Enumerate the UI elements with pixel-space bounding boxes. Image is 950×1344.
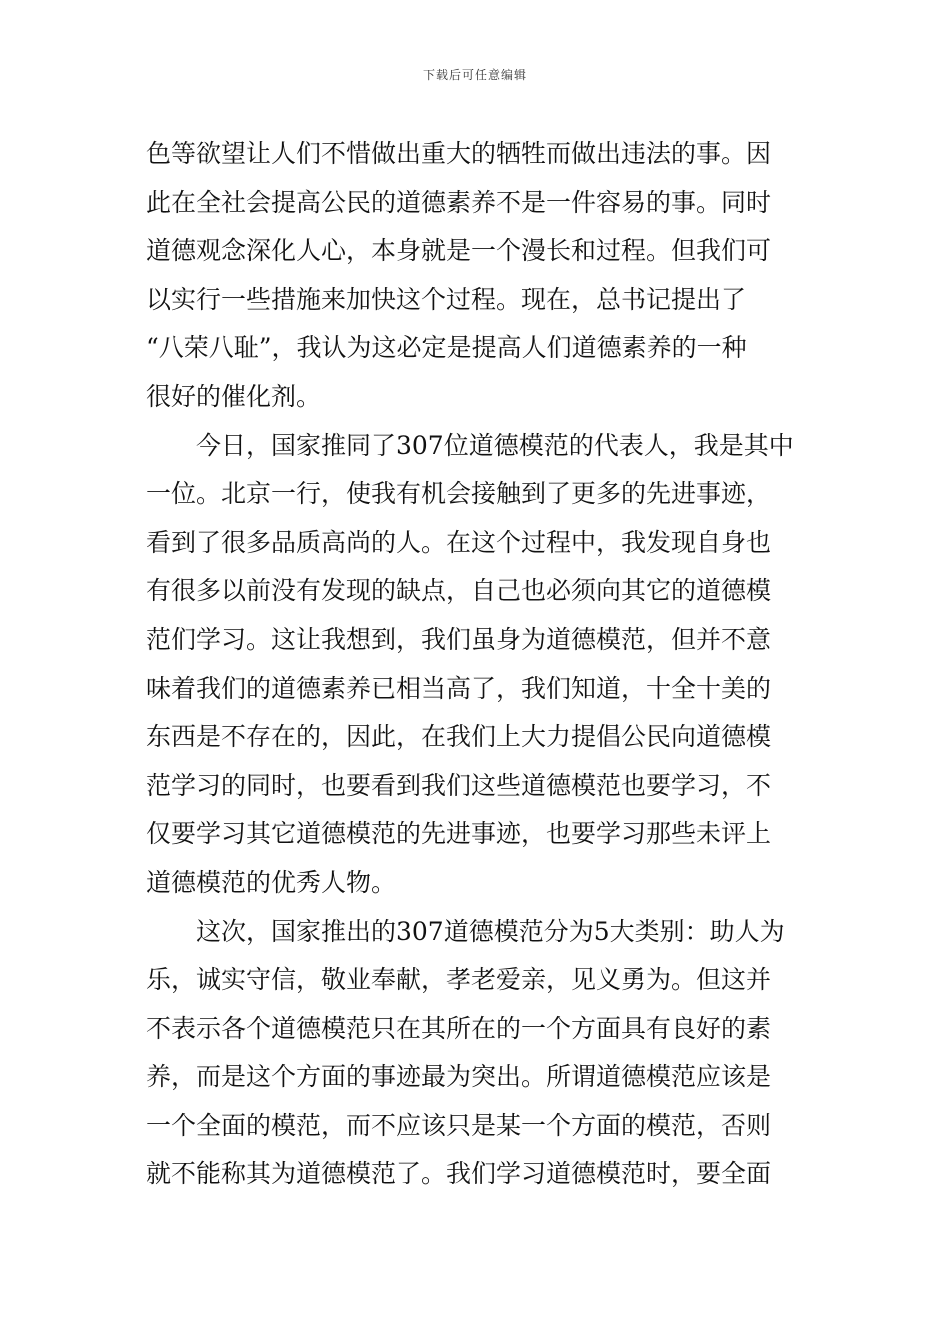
text-line: “八荣八耻”，我认为这必定是提高人们道德素养的一种 — [146, 333, 747, 363]
text-line: 不表示各个道德模范只在其所在的一个方面具有良好的素 — [146, 1013, 772, 1043]
text-line: 一位。北京一行，使我有机会接触到了更多的先进事迹， — [146, 479, 772, 509]
text-line: 以实行一些措施来加快这个过程。现在，总书记提出了 — [146, 284, 747, 314]
text-line: 色等欲望让人们不惜做出重大的牺牲而做出违法的事。因 — [146, 139, 772, 168]
text-line: 东西是不存在的，因此，在我们上大力提倡公民向道德模 — [146, 722, 772, 752]
text-line: 一个全面的模范，而不应该只是某一个方面的模范，否则 — [146, 1110, 772, 1140]
text-line: 味着我们的道德素养已相当高了，我们知道，十全十美的 — [146, 673, 772, 703]
text-line: 就不能称其为道德模范了。我们学习道德模范时，要全面 — [146, 1159, 772, 1189]
text-line: 很好的催化剂。 — [146, 381, 322, 411]
text-line: 道德模范的优秀人物。 — [146, 867, 397, 897]
text-line: 仅要学习其它道德模范的先进事迹，也要学习那些未评上 — [146, 819, 772, 849]
text-line: 乐，诚实守信，敬业奉献，孝老爱亲，见义勇为。但这并 — [146, 965, 772, 995]
text-line: 今日，国家推同了307位道德模范的代表人，我是其中 — [196, 430, 794, 460]
text-line: 范们学习。这让我想到，我们虽身为道德模范，但并不意 — [146, 624, 772, 654]
body-text — [146, 130, 816, 1199]
text-line: 范学习的同时，也要看到我们这些道德模范也要学习，不 — [146, 770, 772, 800]
text-line: 这次，国家推出的307道德模范分为5大类别：助人为 — [196, 916, 785, 946]
page-header: 下载后可任意编辑 — [422, 68, 527, 82]
text-line: 道德观念深化人心，本身就是一个漫长和过程。但我们可 — [146, 236, 772, 266]
text-line: 此在全社会提高公民的道德素养不是一件容易的事。同时 — [146, 187, 772, 217]
text-line: 养，而是这个方面的事迹最为突出。所谓道德模范应该是 — [146, 1062, 772, 1092]
text-line: 看到了很多品质高尚的人。在这个过程中，我发现自身也 — [146, 527, 772, 557]
text-line: 有很多以前没有发现的缺点，自己也必须向其它的道德模 — [146, 576, 772, 606]
